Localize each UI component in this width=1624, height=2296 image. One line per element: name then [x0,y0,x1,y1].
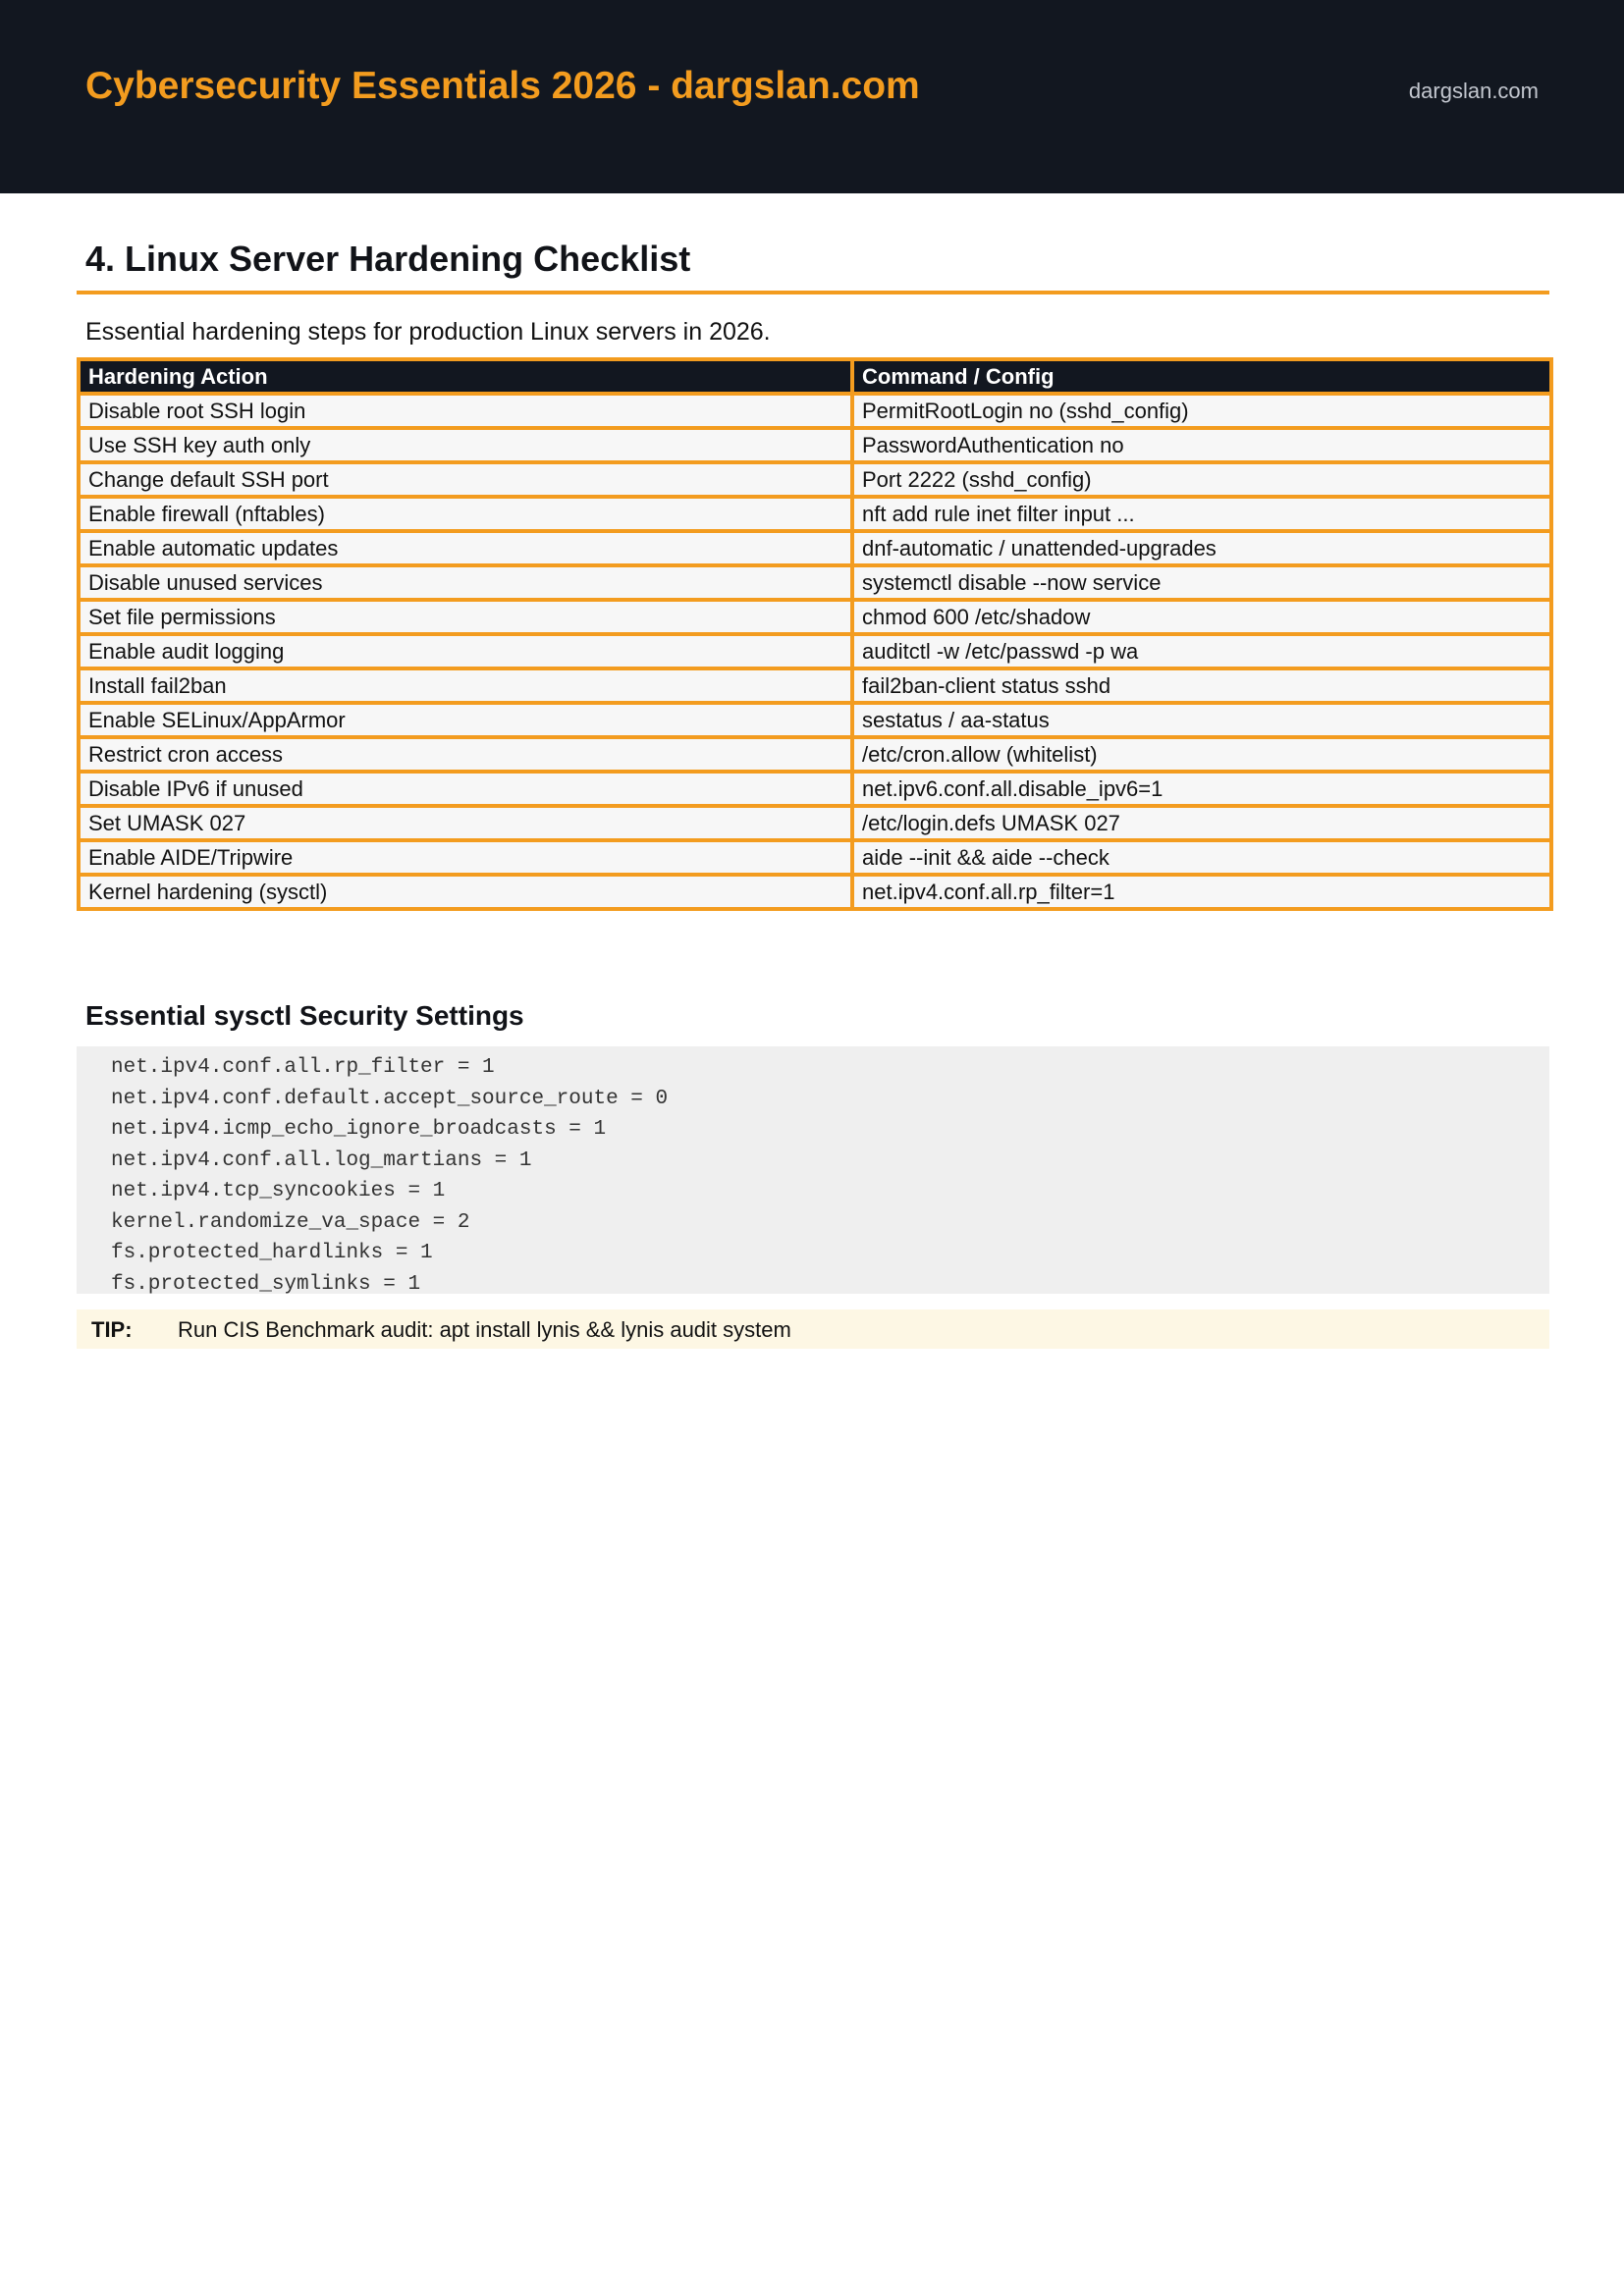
header-site-name: dargslan.com [1408,79,1539,103]
table-row [79,600,1551,634]
command-cell: /etc/cron.allow (whitelist) [852,737,1551,772]
table-row [79,840,1551,875]
command-cell: /etc/login.defs UMASK 027 [852,806,1551,840]
table-row [79,565,1551,600]
code-line: fs.protected_symlinks = 1 [111,1272,421,1296]
action-cell: Kernel hardening (sysctl) [79,875,852,909]
command-cell: Port 2222 (sshd_config) [852,462,1551,497]
table-row [79,497,1551,531]
action-cell: Set UMASK 027 [79,806,852,840]
tip-box [77,1309,1549,1349]
command-cell: fail2ban-client status sshd [852,668,1551,703]
command-cell: PermitRootLogin no (sshd_config) [852,394,1551,428]
table-row [79,875,1551,909]
tip-label: TIP: [91,1317,133,1342]
hardening-table [77,357,1553,911]
command-cell: systemctl disable --now service [852,565,1551,600]
action-cell: Restrict cron access [79,737,852,772]
command-cell: net.ipv6.conf.all.disable_ipv6=1 [852,772,1551,806]
table-row [79,462,1551,497]
command-cell: nft add rule inet filter input ... [852,497,1551,531]
code-line: net.ipv4.tcp_syncookies = 1 [111,1180,446,1202]
table-row [79,394,1551,428]
action-cell: Enable audit logging [79,634,852,668]
table-row [79,772,1551,806]
command-cell: dnf-automatic / unattended-upgrades [852,531,1551,565]
section-intro: Essential hardening steps for production Linux servers in 2026. [85,318,771,346]
column-header-command: Command / Config [852,359,1551,394]
header-title: Cybersecurity Essentials 2026 - dargslan.com [85,65,920,107]
command-cell: chmod 600 /etc/shadow [852,600,1551,634]
tip-text: Run CIS Benchmark audit: apt install lynis && lynis audit system [178,1317,791,1342]
action-cell: Install fail2ban [79,668,852,703]
code-line: net.ipv4.conf.all.log_martians = 1 [111,1148,532,1172]
action-cell: Use SSH key auth only [79,428,852,462]
sysctl-code-block [77,1046,1549,1294]
action-cell: Disable root SSH login [79,394,852,428]
command-cell: sestatus / aa-status [852,703,1551,737]
code-line: net.ipv4.conf.default.accept_source_route = 0 [111,1087,669,1110]
section-divider [77,291,1549,294]
table-row [79,531,1551,565]
code-line: kernel.randomize_va_space = 2 [111,1210,470,1234]
page-header [0,0,1624,193]
action-cell: Enable automatic updates [79,531,852,565]
command-cell: auditctl -w /etc/passwd -p wa [852,634,1551,668]
command-cell: net.ipv4.conf.all.rp_filter=1 [852,875,1551,909]
action-cell: Change default SSH port [79,462,852,497]
code-line: net.ipv4.icmp_echo_ignore_broadcasts = 1 [111,1118,607,1141]
sysctl-section-title: Essential sysctl Security Settings [85,1000,524,1031]
table-row [79,703,1551,737]
action-cell: Set file permissions [79,600,852,634]
table-row [79,634,1551,668]
table-row [79,428,1551,462]
action-cell: Disable IPv6 if unused [79,772,852,806]
column-header-action: Hardening Action [79,359,852,394]
action-cell: Enable firewall (nftables) [79,497,852,531]
table-row [79,668,1551,703]
command-cell: aide --init && aide --check [852,840,1551,875]
section-title: 4. Linux Server Hardening Checklist [85,239,691,279]
action-cell: Enable SELinux/AppArmor [79,703,852,737]
command-cell: PasswordAuthentication no [852,428,1551,462]
action-cell: Disable unused services [79,565,852,600]
code-line: net.ipv4.conf.all.rp_filter = 1 [111,1056,495,1079]
table-row [79,806,1551,840]
action-cell: Enable AIDE/Tripwire [79,840,852,875]
table-row [79,737,1551,772]
code-line: fs.protected_hardlinks = 1 [111,1242,433,1264]
table-header-row [79,359,1551,394]
